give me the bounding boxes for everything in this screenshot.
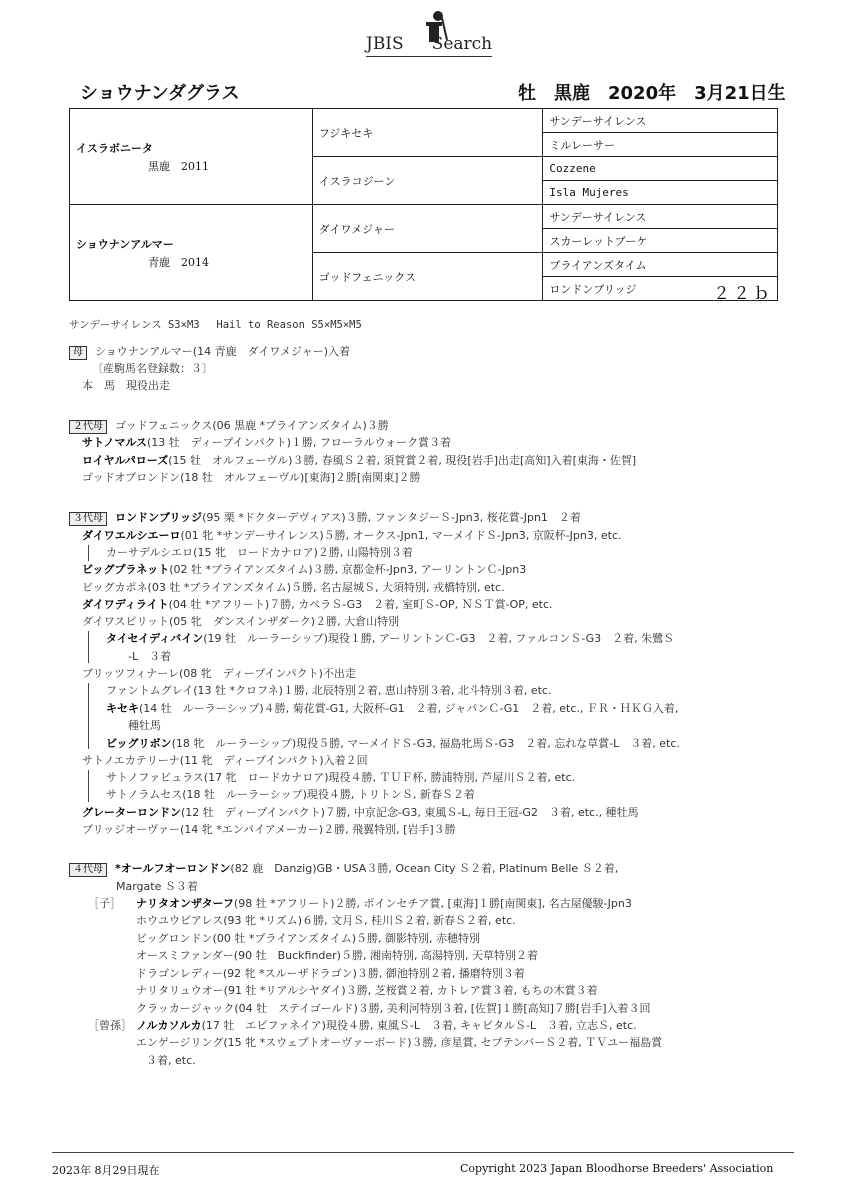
gen4-head-cont: Margate Ｓ３着 — [116, 880, 198, 893]
gen2-row-2: ロイヤルパローズ(15 牡 オルフェーヴル)３勝, 春風Ｓ２着, 須賀賞２着, 現役[岩手]出走[高知]入着[東海・佐賀] — [82, 454, 637, 467]
gen3-line-2: カーサデルシエロ(15 牝 ロードカナロア)２勝, 山陽特別３着 — [106, 546, 413, 559]
dam-info: 青鹿 2014 — [148, 255, 209, 269]
gen3-line-1: ダイワエルシエーロ(01 牝 *サンデーサイレンス)５勝, オークス-Jpn1, マーメイドＳ-Jpn3, 京阪杯-Jpn3, etc. — [82, 529, 622, 542]
gen3-line-12: サトノエカテリーナ(11 牝 ディープインパクト)入着２回 — [82, 754, 368, 767]
gen4-child-7: クラッカージャック(04 牡 ステイゴールド)３勝, 美利河特別３着, [佐賀]１勝[高知]７勝[岩手]入着３回 — [136, 1002, 651, 1015]
dam-line-2: 〔産駒馬名登録数：３〕 — [92, 362, 213, 375]
ped-dds[interactable]: ブライアンズタイム — [543, 253, 778, 277]
gen3-line-8: ブリッツフィナーレ(08 牝 ディープインパクト)不出走 — [82, 667, 356, 680]
horse-name: ショウナンダグラス — [80, 83, 240, 104]
footer-copyright: Copyright 2023 Japan Bloodhorse Breeders' Association — [460, 1162, 774, 1175]
tree-connector — [88, 770, 89, 802]
gen4-child-4: オースミファンダー(90 牡 Buckfinder)５勝, 湘南特別, 高湯特別, 天草特別２着 — [136, 949, 538, 962]
jbis-search-logo[interactable] — [366, 10, 496, 58]
sire-dam-cell[interactable]: イスラコジーン — [312, 157, 543, 205]
dam-dam-cell[interactable]: ゴッドフェニックス — [312, 253, 543, 301]
gen4-gc-1: ノルカソルカ(17 牡 エピファネイア)現役４勝, 東風Ｓ-L ３着, キャピタルＳ-L ３着, 立志Ｓ, etc. — [136, 1019, 637, 1032]
gen3-line-9: ファントムグレイ(13 牡 *クロフネ)１勝, 北辰特別２着, 恵山特別３着, 北斗特別３着, etc. — [106, 684, 552, 697]
ped-sdd[interactable]: Isla Mujeres — [543, 181, 778, 205]
footer-date: 2023年 8月29日現在 — [52, 1164, 160, 1177]
gen4-child-5: ドラゴンレディー(92 牝 *スルーザドラゴン)３勝, 御池特別２着, 播磨特別３着 — [136, 967, 525, 980]
ped-dss[interactable]: サンデーサイレンス — [543, 205, 778, 229]
gen3-line-6: ダイワスピリット(05 牝 ダンスインザダーク)２勝, 大倉山特別 — [82, 615, 400, 628]
gen2-head: ２代母 ゴッドフェニックス(06 黒鹿 *ブライアンズタイム)３勝 — [69, 419, 389, 434]
gen4-gc-2-cont: ３着, etc. — [146, 1054, 196, 1067]
gen2-row-3: ゴッドオブロンドン(18 牡 オルフェーヴル)[東海]２勝[南関東]２勝 — [82, 471, 421, 484]
logo-text: JBIS Search — [366, 34, 493, 54]
tree-connector — [88, 683, 89, 749]
gen4-head: ４代母 *オールフオーロンドン(82 鹿 Danzig)GB・USA３勝, Ocean City Ｓ２着, Platinum Belle Ｓ２着, — [69, 862, 618, 877]
gen3-line-16: ブリッジオーヴァー(14 牝 *エンパイアメーカー)２勝, 飛翼特別, [岩手]３勝 — [82, 823, 456, 836]
gen2-row-1: サトノマルス(13 牡 ディープインパクト)１勝, フローラルウォーク賞３着 — [82, 436, 452, 449]
gen4-gc-label: ［曾孫］ — [88, 1019, 132, 1032]
gen3-line-10-cont: 種牡馬 — [128, 719, 161, 732]
gen3-line-10: キセキ(14 牡 ルーラーシップ)４勝, 菊花賞-G1, 大阪杯-G1 ２着, ジャパンＣ-G1 ２着, etc., ＦＲ・ＨＫＧ入着, — [106, 702, 679, 715]
gen3-line-7-cont: -L ３着 — [128, 650, 172, 663]
logo-underline — [366, 56, 492, 57]
gen3-line-13: サトノファビュラス(17 牝 ロードカナロア)現役４勝, ＴＵＦ杯, 勝浦特別, 芦屋川Ｓ２着, etc. — [106, 771, 576, 784]
tree-connector — [88, 631, 89, 663]
horse-profile: 牡 黒鹿 2020年 3月21日生 — [518, 83, 786, 104]
gen3-line-4: ビッグカポネ(03 牡 *ブライアンズタイム)５勝, 名古屋城Ｓ, 大須特別, 戎橋特別, etc. — [82, 581, 505, 594]
family-number: ２２ｂ — [713, 284, 773, 304]
ped-sds[interactable]: Cozzene — [543, 157, 778, 181]
sire-cell — [70, 109, 313, 205]
gen3-line-5: ダイワディライト(04 牡 *アフリート)７勝, カペラＳ-G3 ２着, 室町Ｓ-OP, ＮＳＴ賞-OP, etc. — [82, 598, 553, 611]
dam-name[interactable]: ショウナンアルマー — [76, 237, 174, 251]
ped-sss[interactable]: サンデーサイレンス — [543, 109, 778, 133]
gen4-child-label: ［子］ — [88, 897, 121, 910]
dam-line-3: 本 馬 現役出走 — [82, 379, 170, 392]
ped-ddd[interactable]: ロンドンブリッジ — [549, 282, 637, 296]
gen4-label: ４代母 — [69, 863, 107, 877]
sire-sire-cell[interactable]: フジキセキ — [312, 109, 543, 157]
gen4-child-3: ビッグロンドン(00 牡 *ブライアンズタイム)５勝, 御影特別, 赤穂特別 — [136, 932, 480, 945]
gen3-line-15: グレーターロンドン(12 牡 ディープインパクト)７勝, 中京記念-G3, 東風Ｓ-L, 毎日王冠-G2 ３着, etc., 種牡馬 — [82, 806, 639, 819]
dam-cell — [70, 205, 313, 301]
gen3-line-11: ビッグリボン(18 牝 ルーラーシップ)現役５勝, マーメイドＳ-G3, 福島牝馬Ｓ-G3 ２着, 忘れな草賞-L ３着, etc. — [106, 737, 680, 750]
gen4-gc-2: エンゲージリング(15 牝 *スウェプトオーヴァーボード)３勝, 彦星賞, セプテンバーＳ２着, ＴＶユー福島賞 — [136, 1036, 663, 1049]
gen3-line-3: ビッグプラネット(02 牡 *ブライアンズタイム)３勝, 京都金杯-Jpn3, アーリントンＣ-Jpn3 — [82, 563, 527, 576]
gen4-child-1: ナリタオンザターフ(98 牡 *アフリート)２勝, ポインセチア賞, [東海]１勝[南関東], 名古屋優駿-Jpn3 — [136, 897, 632, 910]
ped-dsd[interactable]: スカーレットブーケ — [543, 229, 778, 253]
sire-info: 黒鹿 2011 — [148, 159, 209, 173]
gen4-child-2: ホウユウピアレス(93 牝 *リズム)６勝, 文月Ｓ, 桂川Ｓ２着, 新春Ｓ２着, etc. — [136, 914, 516, 927]
dam-line-1: 母 ショウナンアルマー(14 青鹿 ダイワメジャー)入着 — [69, 345, 350, 360]
sire-name[interactable]: イスラボニータ — [76, 141, 153, 155]
gen3-line-14: サトノラムセス(18 牡 ルーラーシップ)現役４勝, トリトンＳ, 新春Ｓ２着 — [106, 788, 475, 801]
gen3-head: ３代母 ロンドンブリッジ(95 栗 *ドクターデヴィアス)３勝, ファンタジーＳ-Jpn3, 桜花賞-Jpn1 ２着 — [69, 511, 581, 526]
gen3-line-7: タイセイディバイン(19 牡 ルーラーシップ)現役１勝, アーリントンＣ-G3 ２着, ファルコンＳ-G3 ２着, 朱鷺Ｓ — [106, 632, 675, 645]
gen3-label: ３代母 — [69, 512, 107, 526]
gen4-child-6: ナリタリュウオー(91 牡 *リアルシヤダイ)３勝, 芝桜賞２着, カトレア賞３着, もちの木賞３着 — [136, 984, 598, 997]
tree-connector — [88, 545, 89, 561]
pedigree-table — [69, 108, 778, 304]
dam-sire-cell[interactable]: ダイワメジャー — [312, 205, 543, 253]
ped-ddd-cell — [543, 277, 778, 304]
gen2-label: ２代母 — [69, 420, 107, 434]
ped-ssd[interactable]: ミルレーサー — [543, 133, 778, 157]
footer-rule — [52, 1152, 794, 1153]
dam-label: 母 — [69, 346, 87, 360]
inbreeding: サンデーサイレンス S3×M3 Hail to Reason S5×M5×M5 — [69, 319, 362, 331]
